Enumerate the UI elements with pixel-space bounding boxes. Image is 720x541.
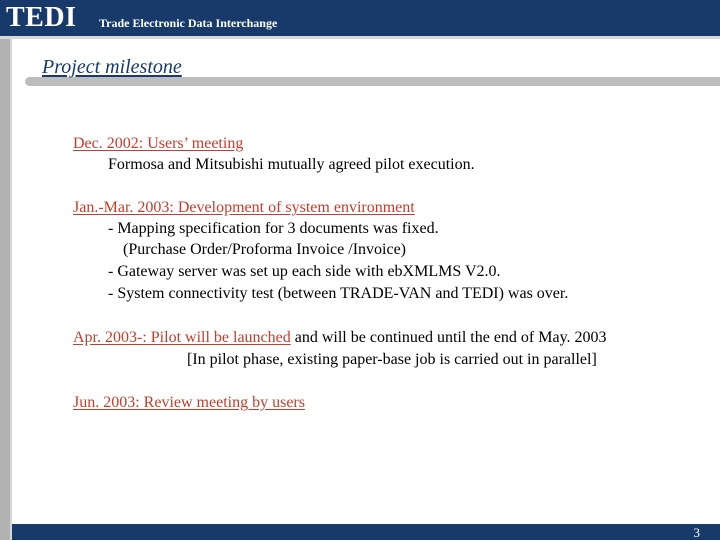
milestone-heading-suffix: and will be continued until the end of May. 2003: [290, 329, 607, 346]
milestone-heading-dec-2002: Dec. 2002: Users’ meeting: [73, 135, 244, 152]
milestone-heading-apr-2003: Apr. 2003-: Pilot will be launched: [73, 329, 291, 346]
left-margin-shade: [10, 39, 12, 540]
milestone-heading-jan-mar-2003: Jan.-Mar. 2003: Development of system environment: [73, 199, 415, 216]
milestone-detail: Formosa and Mitsubishi mutually agreed pilot execution.: [108, 156, 475, 173]
tedi-logo: TEDI: [6, 2, 77, 33]
left-margin-strip: [0, 39, 10, 540]
milestone-detail: - Gateway server was set up each side with ebXMLMS V2.0.: [108, 263, 501, 280]
milestone-detail: - Mapping specification for 3 documents was fixed.: [108, 220, 439, 237]
page-title: Project milestone: [42, 56, 182, 78]
milestone-detail: [In pilot phase, existing paper-base job is carried out in parallel]: [187, 351, 597, 368]
header-subtitle: Trade Electronic Data Interchange: [99, 16, 278, 30]
header-divider: [0, 36, 720, 39]
footer-bar: [12, 524, 720, 540]
milestone-row-apr-2003: [73, 328, 607, 348]
milestone-detail: - System connectivity test (between TRADE-VAN and TEDI) was over.: [108, 285, 569, 302]
milestone-detail: (Purchase Order/Proforma Invoice /Invoice): [123, 241, 406, 258]
page-number: 3: [693, 525, 700, 540]
milestone-heading-jun-2003: Jun. 2003: Review meeting by users: [73, 394, 305, 411]
